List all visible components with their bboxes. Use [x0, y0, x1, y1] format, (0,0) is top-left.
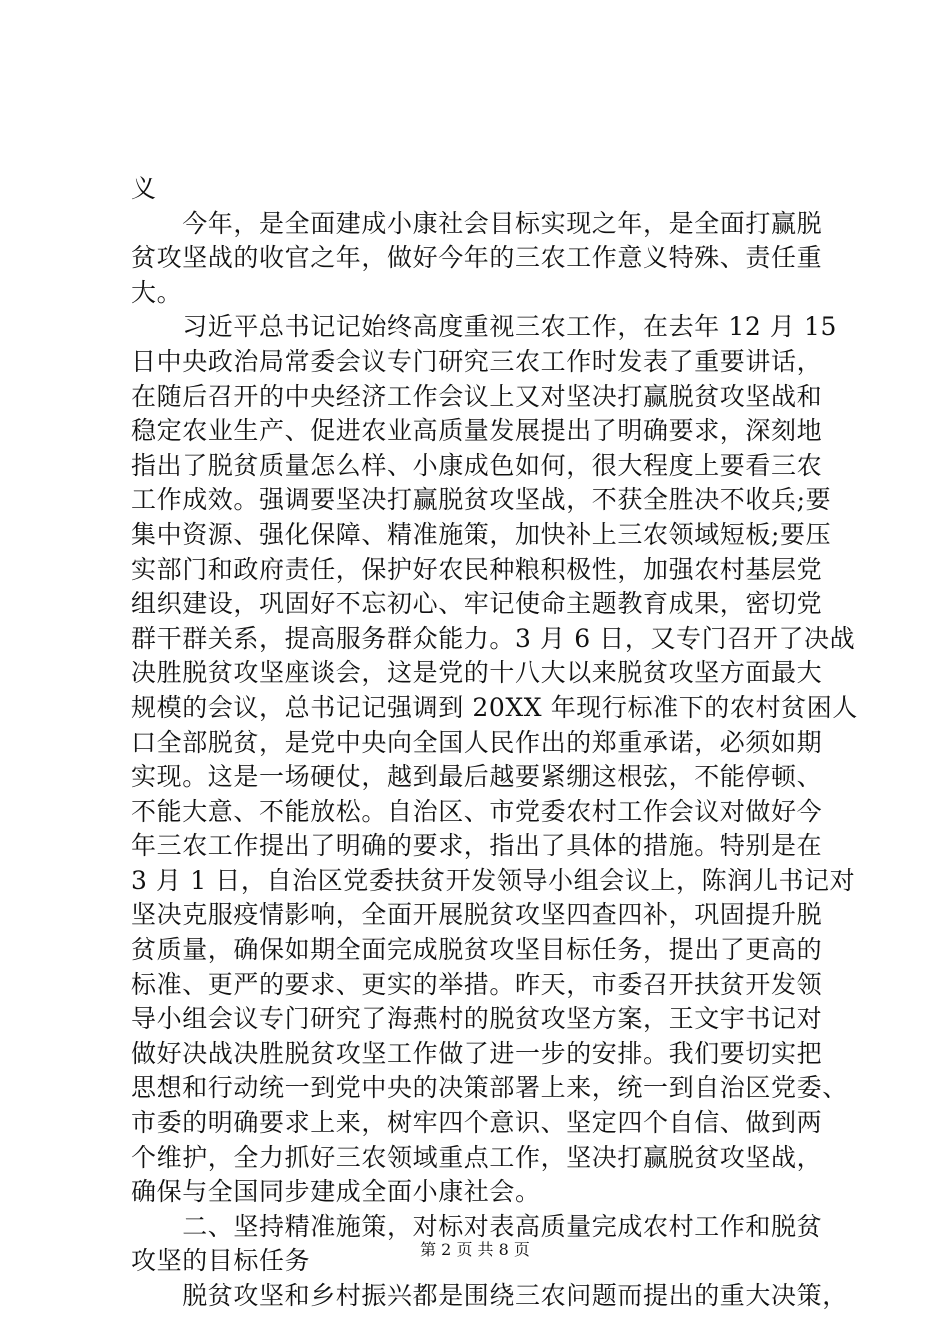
text-line: 导小组会议专门研究了海燕村的脱贫攻坚方案，王文宇书记对 [131, 1004, 823, 1034]
text-line: 规模的会议，总书记记强调到 20XX 年现行标准下的农村贫困人 [131, 692, 858, 722]
text-line: 集中资源、强化保障、精准施策，加快补上三农领域短板;要压 [131, 519, 832, 549]
text-line: 日中央政治局常委会议专门研究三农工作时发表了重要讲话， [131, 346, 823, 376]
text-line: 坚决克服疫情影响，全面开展脱贫攻坚四查四补，巩固提升脱 [131, 900, 823, 930]
text-line: 工作成效。强调要坚决打赢脱贫攻坚战，不获全胜决不收兵;要 [131, 485, 832, 515]
text-line: 实现。这是一场硬仗，越到最后越要紧绷这根弦，不能停顿、 [131, 762, 823, 792]
text-line: 义 [131, 174, 157, 203]
text-line: 实部门和政府责任，保护好农民种粮积极性，加强农村基层党 [131, 554, 823, 584]
text-line: 口全部脱贫，是党中央向全国人民作出的郑重承诺，必须如期 [131, 727, 823, 757]
text-line: 确保与全国同步建成全面小康社会。 [131, 1177, 541, 1207]
text-line: 贫质量，确保如期全面完成脱贫攻坚目标任务，提出了更高的 [131, 935, 823, 965]
text-line: 市委的明确要求上来，树牢四个意识、坚定四个自信、做到两 [131, 1108, 823, 1138]
text-line: 习近平总书记记始终高度重视三农工作，在去年 12 月 15 [131, 312, 838, 342]
text-line: 群干群关系，提高服务群众能力。3 月 6 日，又专门召开了决战 [131, 623, 856, 653]
text-line: 组织建设，巩固好不忘初心、牢记使命主题教育成果，密切党 [131, 589, 823, 619]
text-line: 思想和行动统一到党中央的决策部署上来，统一到自治区党委、 [131, 1073, 848, 1103]
text-line: 3 月 1 日，自治区党委扶贫开发领导小组会议上，陈润儿书记对 [131, 865, 856, 895]
page-footer: 第 2 页 共 8 页 [420, 1240, 530, 1259]
text-line: 大。 [131, 277, 183, 307]
text-line: 脱贫攻坚和乡村振兴都是围绕三农问题而提出的重大决策， [131, 1281, 848, 1310]
text-line: 贫攻坚战的收官之年，做好今年的三农工作意义特殊、责任重 [131, 243, 823, 273]
text-line: 稳定农业生产、促进农业高质量发展提出了明确要求，深刻地 [131, 416, 823, 446]
text-line: 不能大意、不能放松。自治区、市党委农村工作会议对做好今 [131, 796, 823, 826]
text-line: 年三农工作提出了明确的要求，指出了具体的措施。特别是在 [131, 831, 823, 861]
text-line: 做好决战决胜脱贫攻坚工作做了进一步的安排。我们要切实把 [131, 1038, 823, 1068]
text-line: 指出了脱贫质量怎么样、小康成色如何，很大程度上要看三农 [131, 450, 823, 480]
text-line: 今年，是全面建成小康社会目标实现之年，是全面打赢脱 [131, 208, 823, 238]
text-line: 攻坚的目标任务 [131, 1246, 311, 1276]
text-line: 二、坚持精准施策，对标对表高质量完成农村工作和脱贫 [131, 1211, 823, 1241]
text-line: 标准、更严的要求、更实的举措。昨天，市委召开扶贫开发领 [131, 969, 823, 999]
text-line: 决胜脱贫攻坚座谈会，这是党的十八大以来脱贫攻坚方面最大 [131, 658, 823, 688]
text-line: 个维护，全力抓好三农领域重点工作，坚决打赢脱贫攻坚战， [131, 1142, 823, 1172]
document-body [131, 172, 858, 1314]
text-line: 在随后召开的中央经济工作会议上又对坚决打赢脱贫攻坚战和 [131, 381, 823, 411]
